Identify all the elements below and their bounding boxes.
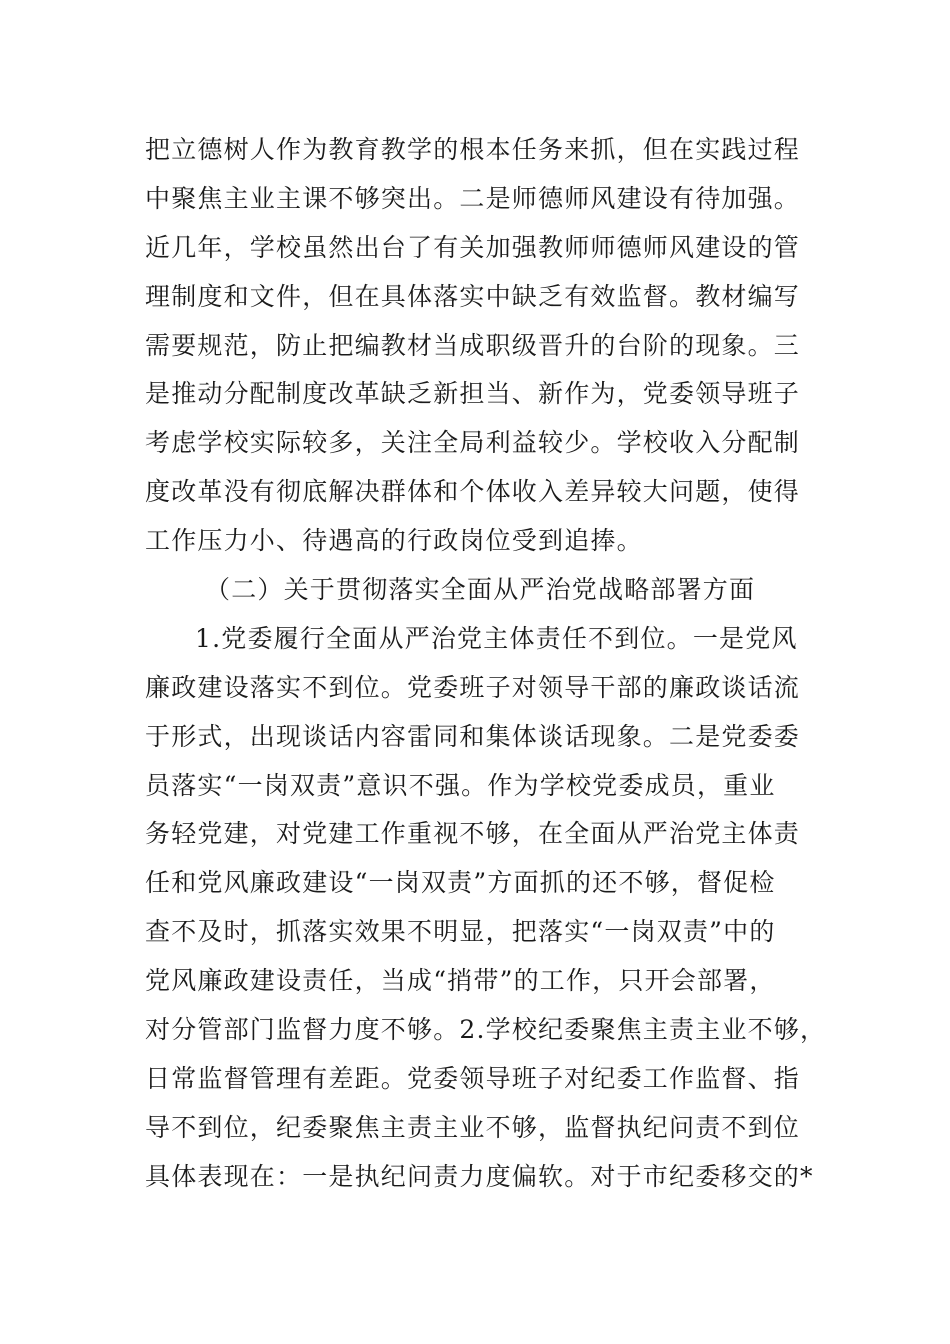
text-line-4: 理制度和文件，但在具体落实中缺乏有效监督。教材编写: [145, 281, 801, 311]
text-line-19: 对分管部门监督力度不够。2.学校纪委聚焦主责主业不够，: [145, 1015, 827, 1045]
text-line-14: 员落实“一岗双责”意识不强。作为学校党委成员，重业: [145, 770, 776, 800]
text-line-3: 近几年，学校虽然出台了有关加强教师师德师风建设的管: [145, 232, 801, 262]
text-line-9: 工作压力小、待遇高的行政岗位受到追捧。: [145, 526, 643, 556]
text-line-22: 具体表现在：一是执纪问责力度偏软。对于市纪委移交的*: [145, 1161, 814, 1191]
text-line-16: 任和党风廉政建设“一岗双责”方面抓的还不够，督促检: [145, 868, 776, 898]
section-heading: （二）关于贯彻落实全面从严治党战略部署方面: [205, 575, 756, 605]
text-line-1: 把立德树人作为教育教学的根本任务来抓，但在实践过程: [145, 135, 801, 164]
text-line-7: 考虑学校实际较多，关注全局利益较少。学校收入分配制: [145, 428, 801, 458]
text-line-11: 1.党委履行全面从严治党主体责任不到位。一是党风: [195, 623, 798, 653]
text-line-6: 是推动分配制度改革缺乏新担当、新作为，党委领导班子: [145, 379, 801, 409]
text-line-17: 查不及时，抓落实效果不明显，把落实“一岗双责”中的: [145, 917, 776, 947]
text-line-18: 党风廉政建设责任，当成“捎带”的工作，只开会部署，: [145, 966, 776, 996]
text-line-20: 日常监督管理有差距。党委领导班子对纪委工作监督、指: [145, 1063, 801, 1093]
document-body: [145, 126, 827, 1202]
text-line-13: 于形式，出现谈话内容雷同和集体谈话现象。二是党委委: [145, 721, 801, 751]
text-line-21: 导不到位，纪委聚焦主责主业不够，监督执纪问责不到位: [145, 1112, 801, 1142]
text-line-12: 廉政建设落实不到位。党委班子对领导干部的廉政谈话流: [145, 672, 801, 702]
text-line-5: 需要规范，防止把编教材当成职级晋升的台阶的现象。三: [145, 330, 801, 360]
text-line-8: 度改革没有彻底解决群体和个体收入差异较大问题，使得: [145, 477, 801, 507]
text-line-2: 中聚焦主业主课不够突出。二是师德师风建设有待加强。: [145, 183, 801, 213]
text-line-15: 务轻党建，对党建工作重视不够，在全面从严治党主体责: [145, 819, 801, 849]
